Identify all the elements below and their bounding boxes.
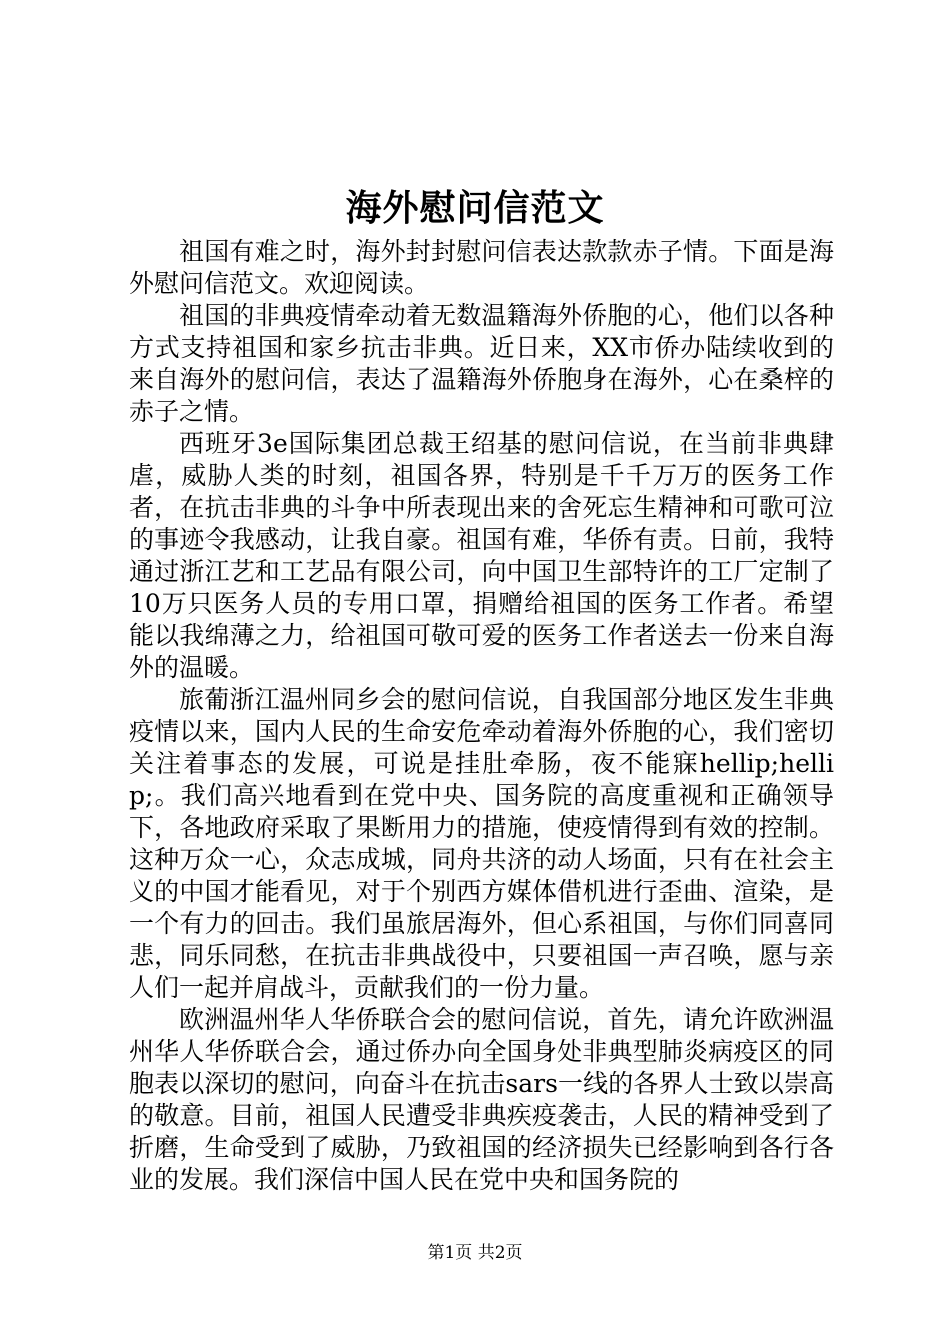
paragraph-spain-letter: 西班牙3e国际集团总裁王绍基的慰问信说，在当前非典肆虐，威胁人类的时刻，祖国各界，特别是千千万万的医务工作者，在抗击非典的斗争中所表现出来的舍死忘生精神和可歌可泣的事迹令我感动，让我自豪。祖国有难，华侨有责。日前，我特通过浙江艺和工艺品有限公司，向中国卫生部特许的工厂定制了10万只医务人员的专用口罩，捐赠给祖国的医务工作者。希望能以我绵薄之力，给祖国可敬可爱的医务工作者送去一份来自海外的温暖。 — [129, 429, 834, 682]
page-number-footer: 第1页 共2页 — [427, 1243, 523, 1263]
document-title: 海外慰问信范文 — [345, 187, 605, 229]
paragraph-overview: 祖国的非典疫情牵动着无数温籍海外侨胞的心，他们以各种方式支持祖国和家乡抗击非典。近日来，XX市侨办陆续收到的来自海外的慰问信，表达了温籍海外侨胞身在海外，心在桑梓的赤子之情。 — [129, 301, 834, 426]
paragraph-intro: 祖国有难之时，海外封封慰问信表达款款赤子情。下面是海外慰问信范文。欢迎阅读。 — [129, 237, 834, 298]
document-body — [129, 236, 834, 1196]
paragraph-portugal-letter: 旅葡浙江温州同乡会的慰问信说，自我国部分地区发生非典疫情以来，国内人民的生命安危牵动着海外侨胞的心，我们密切关注着事态的发展，可说是挂肚牵肠，夜不能寐hellip;hellip;。我们高兴地看到在党中央、国务院的高度重视和正确领导下，各地政府采取了果断用力的措施，使疫情得到有效的控制。这种万众一心，众志成城，同舟共济的动人场面，只有在社会主义的中国才能看见，对于个别西方媒体借机进行歪曲、渲染，是一个有力的回击。我们虽旅居海外，但心系祖国，与你们同喜同悲，同乐同愁，在抗击非典战役中，只要祖国一声召唤，愿与亲人们一起并肩战斗，贡献我们的一份力量。 — [129, 685, 834, 1002]
paragraph-europe-letter: 欧洲温州华人华侨联合会的慰问信说，首先，请允许欧洲温州华人华侨联合会，通过侨办向全国身处非典型肺炎病疫区的同胞表以深切的慰问，向奋斗在抗击sars一线的各界人士致以崇高的敬意。目前，祖国人民遭受非典疾疫袭击，人民的精神受到了折磨，生命受到了威胁，乃致祖国的经济损失已经影响到各行各业的发展。我们深信中国人民在党中央和国务院的 — [129, 1005, 834, 1194]
